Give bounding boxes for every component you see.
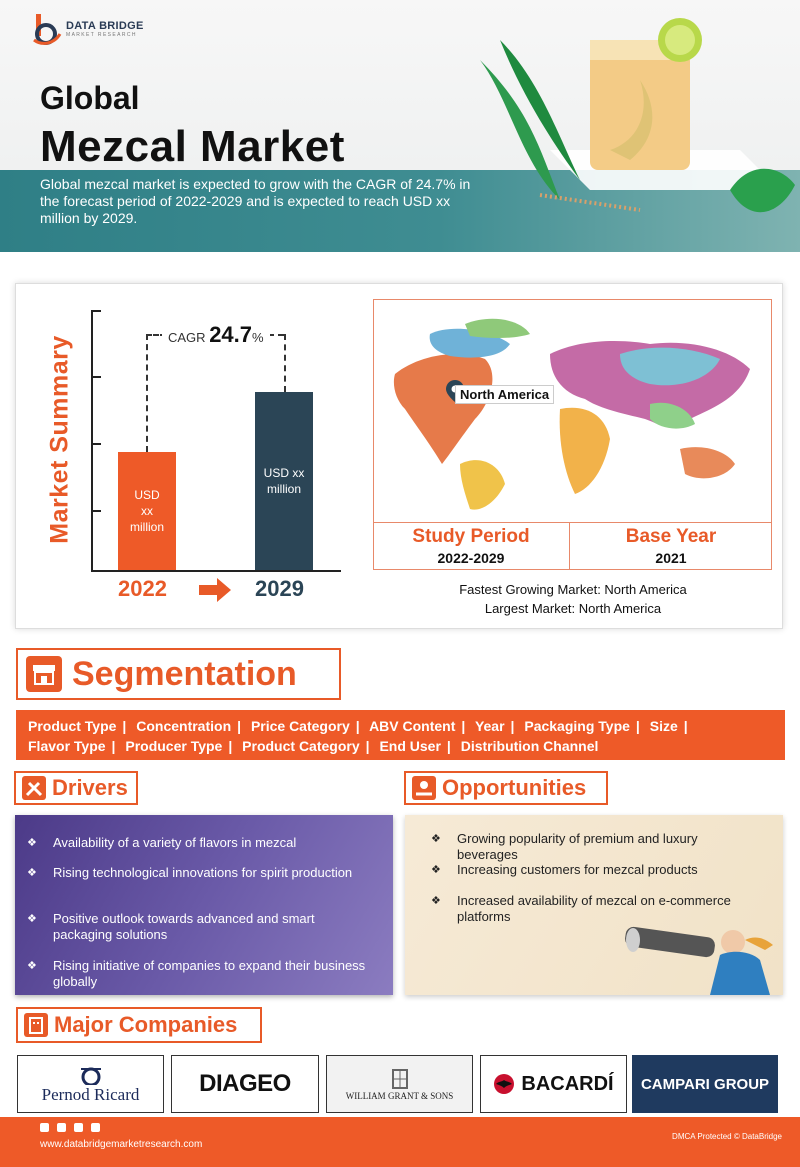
segment-item: Flavor Type xyxy=(28,738,106,754)
hero-description: Global mezcal market is expected to grow with the CAGR of 24.7% in the forecast period of 2022-2029 and is expected to reach USD xx million by 2029. xyxy=(40,176,471,226)
drivers-header xyxy=(14,771,138,805)
companies-title: Major Companies xyxy=(54,1012,238,1037)
bullet-icon: ❖ xyxy=(27,960,37,972)
bat-logo-icon xyxy=(493,1073,515,1095)
opportunity-item: ❖ Increased availability of mezcal on e-commerce platforms xyxy=(431,893,731,924)
company-william-grant xyxy=(326,1055,473,1113)
segment-item: ABV Content xyxy=(369,718,456,734)
segment-item: Concentration xyxy=(136,718,232,734)
driver-item: ❖ Availability of a variety of flavors in mezcal xyxy=(27,835,297,850)
bar-2029-label: USD xx million xyxy=(263,466,305,496)
axis-tick xyxy=(91,510,101,512)
dmca-notice: DMCA Protected © DataBridge xyxy=(672,1132,782,1141)
segmentation-list: Product Type | Concentration | Price Category | ABV Content | Year | Packaging Type | Size | Flavor Type | Producer Type | Product Category | End User | Distribution Channel xyxy=(16,710,785,760)
axis-tick xyxy=(91,443,101,445)
logo-icon xyxy=(32,12,62,46)
bar-2029 xyxy=(255,392,313,570)
segment-item: Year xyxy=(474,718,505,734)
instagram-icon[interactable] xyxy=(91,1123,100,1132)
bullet-icon: ❖ xyxy=(431,833,441,845)
segment-item: End User xyxy=(379,738,441,754)
driver-item: ❖ Positive outlook towards advanced and smart packaging solutions xyxy=(27,911,315,942)
drivers-title: Drivers xyxy=(52,775,128,800)
base-year-value: 2021 xyxy=(655,550,687,566)
bar-2022 xyxy=(118,452,176,570)
company-name: Pernod Ricard xyxy=(41,1085,140,1104)
website-link[interactable]: www.databridgemarketresearch.com xyxy=(40,1139,203,1150)
map-divider xyxy=(373,522,772,523)
largest-market: Largest Market: North America xyxy=(484,601,662,616)
axis-tick xyxy=(91,310,101,312)
company-name: BACARDÍ xyxy=(521,1072,614,1095)
company-bacardi xyxy=(480,1055,627,1113)
footer xyxy=(0,1117,800,1167)
skype-icon[interactable] xyxy=(40,1123,49,1132)
segment-item: Size xyxy=(649,718,678,734)
shop-icon xyxy=(26,656,62,692)
opportunities-title: Opportunities xyxy=(442,775,587,800)
telescope-man-illustration xyxy=(625,920,775,995)
william-grant-crest xyxy=(388,1067,412,1091)
world-map xyxy=(390,314,760,514)
segment-item: Distribution Channel xyxy=(460,738,599,754)
companies-header xyxy=(16,1007,262,1043)
chart-x-axis xyxy=(91,570,341,572)
cagr-callout xyxy=(162,320,270,350)
company-campari xyxy=(632,1055,778,1113)
company-pernod-ricard xyxy=(17,1055,164,1113)
social-links xyxy=(40,1123,100,1132)
cagr-suffix: % xyxy=(252,330,264,345)
opportunity-item: ❖ Growing popularity of premium and luxury beverages xyxy=(431,831,698,862)
dash-line-left xyxy=(146,334,148,452)
company-diageo xyxy=(171,1055,319,1113)
driver-item: ❖ Rising technological innovations for spirit production xyxy=(27,865,353,880)
market-summary-label-wrap xyxy=(20,310,100,570)
building-icon xyxy=(24,1013,48,1037)
dash-line-top-right xyxy=(268,334,284,336)
bullet-icon: ❖ xyxy=(27,913,37,925)
segmentation-title: Segmentation xyxy=(72,654,297,693)
bullet-icon: ❖ xyxy=(431,864,441,876)
company-name: WILLIAM GRANT & SONS xyxy=(345,1091,454,1101)
bar-2022-label: USD xx million xyxy=(129,488,164,534)
segment-item: Producer Type xyxy=(125,738,223,754)
company-name: DIAGEO xyxy=(199,1070,291,1097)
tools-icon xyxy=(22,776,46,800)
axis-tick xyxy=(91,376,101,378)
opportunities-header xyxy=(404,771,608,805)
study-period-title: Study Period xyxy=(412,526,530,547)
company-name: CAMPARI GROUP xyxy=(640,1075,770,1093)
brand-logo xyxy=(32,12,144,46)
dash-line-right xyxy=(284,334,286,392)
segment-item: Price Category xyxy=(250,718,350,734)
driver-item: ❖ Rising initiative of companies to expand their business globally xyxy=(27,958,366,989)
cagr-prefix: CAGR xyxy=(168,330,206,345)
hero-title-line1: Global xyxy=(40,80,140,116)
segment-item: Product Category xyxy=(242,738,360,754)
map-region-label: North America xyxy=(455,385,554,404)
opportunities-list xyxy=(405,815,783,995)
year-2029: 2029 xyxy=(255,576,304,601)
fastest-growing-market: Fastest Growing Market: North America xyxy=(459,582,687,597)
drivers-list xyxy=(15,815,393,995)
hero-title-line2: Mezcal Market xyxy=(40,122,345,171)
segment-item: Packaging Type xyxy=(524,718,630,734)
pernod-ricard-emblem xyxy=(76,1063,106,1085)
bullet-icon: ❖ xyxy=(431,895,441,907)
opportunity-item: ❖ Increasing customers for mezcal products xyxy=(431,862,698,877)
brand-sub: MARKET RESEARCH xyxy=(66,31,137,38)
base-year-title: Base Year xyxy=(625,526,717,547)
cocktail-illustration xyxy=(450,0,800,252)
segmentation-header xyxy=(16,648,341,700)
facebook-icon[interactable] xyxy=(57,1123,66,1132)
bullet-icon: ❖ xyxy=(27,867,37,879)
bullet-icon: ❖ xyxy=(27,837,37,849)
chart-y-axis xyxy=(91,310,93,572)
arrow-right-icon xyxy=(199,578,231,602)
study-period-value: 2022-2029 xyxy=(437,550,505,566)
opportunity-icon xyxy=(412,776,436,800)
segment-item: Product Type xyxy=(28,718,117,734)
brand-name: DATA BRIDGE xyxy=(66,19,144,32)
twitter-icon[interactable] xyxy=(74,1123,83,1132)
year-2022: 2022 xyxy=(118,576,167,601)
market-summary-label: Market Summary xyxy=(45,335,74,544)
cagr-value: 24.7 xyxy=(209,322,253,347)
